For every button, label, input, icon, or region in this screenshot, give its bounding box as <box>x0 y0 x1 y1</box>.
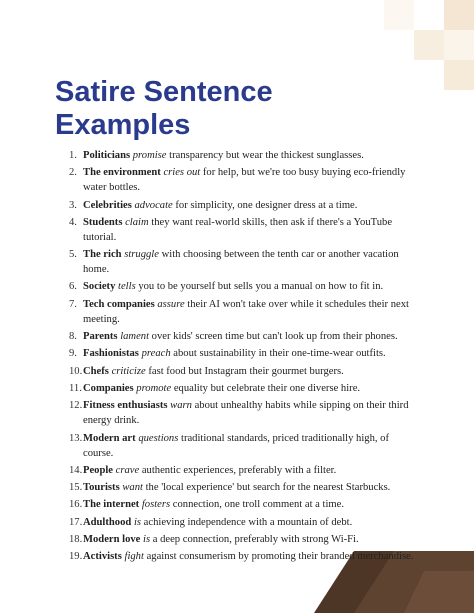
item-subject: Chefs <box>83 365 109 377</box>
item-verb: want <box>122 482 143 494</box>
list-item <box>55 398 415 428</box>
item-verb: warn <box>170 400 192 412</box>
item-text: equality but celebrate their one diverse hire. <box>171 382 361 394</box>
item-number: 17. <box>69 516 83 528</box>
item-number: 16. <box>69 499 83 511</box>
item-text: against consumerism by promoting their branded merchandise. <box>143 551 414 563</box>
list-item <box>55 329 415 344</box>
item-number: 1. <box>69 150 77 161</box>
item-number: 2. <box>69 167 77 179</box>
list-item <box>55 148 415 163</box>
item-verb: lament <box>120 331 150 343</box>
item-subject: Celebrities <box>83 199 132 211</box>
item-subject: Modern art <box>83 432 136 444</box>
list-item <box>55 515 415 530</box>
item-verb: claim <box>125 216 149 228</box>
item-subject: Tech companies <box>83 298 155 310</box>
item-number: 3. <box>69 199 77 211</box>
list-item <box>55 480 415 495</box>
item-number: 19. <box>69 551 83 563</box>
list-item <box>55 215 415 245</box>
item-subject: The rich <box>83 249 122 261</box>
item-number: 5. <box>69 249 77 261</box>
item-verb: criticize <box>111 365 146 377</box>
item-text: fast food but Instagram their gourmet burgers. <box>145 365 344 377</box>
item-text: authentic experiences, preferably with a filter. <box>139 464 337 476</box>
item-verb: assure <box>157 298 185 310</box>
item-text: a deep connection, preferably with strong Wi-Fi. <box>150 534 359 546</box>
list-item <box>55 198 415 213</box>
item-verb: fight <box>124 551 144 563</box>
item-verb: promise <box>132 150 167 161</box>
item-number: 9. <box>69 348 77 360</box>
item-subject: Parents <box>83 331 118 343</box>
list-item <box>55 497 415 512</box>
item-number: 10. <box>69 365 83 377</box>
item-text: with choosing between the tenth car or another vacation home. <box>83 249 399 276</box>
item-subject: Politicians <box>83 150 131 161</box>
item-verb: crave <box>115 464 140 476</box>
item-verb: preach <box>141 348 171 360</box>
item-text: about sustainability in their one-time-wear outfits. <box>170 348 386 360</box>
item-number: 14. <box>69 464 83 476</box>
item-number: 12. <box>69 400 83 412</box>
list-item <box>55 165 415 195</box>
item-text: the 'local experience' but search for the nearest Starbucks. <box>142 482 391 494</box>
item-text: for simplicity, one designer dress at a time. <box>172 199 358 211</box>
list-item <box>55 532 415 547</box>
item-verb: is <box>143 534 151 546</box>
item-number: 4. <box>69 216 77 228</box>
list-item <box>55 279 415 294</box>
list-item <box>55 381 415 396</box>
item-verb: cries out <box>163 167 201 179</box>
item-verb: tells <box>118 281 136 293</box>
list-item <box>55 463 415 478</box>
page-title: Satire Sentence Examples <box>55 76 273 141</box>
item-text: their AI won't take over while it schedules their next meeting. <box>83 298 409 325</box>
list-item <box>55 297 415 327</box>
item-verb: promote <box>136 382 172 394</box>
item-subject: Fitness enthusiasts <box>83 400 168 412</box>
item-number: 8. <box>69 331 77 343</box>
item-subject: Tourists <box>83 482 120 494</box>
item-number: 11. <box>69 382 82 394</box>
top-right-decoration <box>354 0 474 110</box>
item-text: traditional standards, priced traditionally high, of course. <box>83 432 390 459</box>
item-verb: fosters <box>141 499 171 511</box>
item-text: transparency but wear the thickest sunglasses. <box>166 150 364 161</box>
list-item <box>55 549 415 564</box>
list-item <box>55 247 415 277</box>
item-text: about unhealthy habits while sipping on their third energy drink. <box>83 400 409 427</box>
item-subject: Modern love <box>83 534 141 546</box>
item-number: 13. <box>69 432 83 444</box>
list-item <box>55 364 415 379</box>
item-text: for help, but we're too busy buying eco-friendly water bottles. <box>83 167 406 194</box>
item-subject: Fashionistas <box>83 348 139 360</box>
item-verb: questions <box>138 432 179 444</box>
item-subject: The environment <box>83 167 161 179</box>
list-item <box>55 431 415 461</box>
item-text: over kids' screen time but can't look up from their phones. <box>149 331 398 343</box>
item-number: 6. <box>69 281 77 293</box>
item-subject: Society <box>83 281 116 293</box>
item-subject: People <box>83 464 114 476</box>
examples-list <box>55 148 415 567</box>
item-verb: struggle <box>124 249 159 261</box>
item-text: achieving independence with a mountain of debt. <box>141 516 353 528</box>
item-text: connection, one troll comment at a time. <box>170 499 344 511</box>
item-verb: is <box>133 516 142 528</box>
item-number: 15. <box>69 482 83 494</box>
item-number: 18. <box>69 534 83 546</box>
item-subject: Activists <box>83 551 122 563</box>
item-subject: The internet <box>83 499 140 511</box>
list-item <box>55 346 415 361</box>
item-subject: Students <box>83 216 123 228</box>
item-text: they want real-world skills, then ask if there's a YouTube tutorial. <box>83 216 393 243</box>
item-subject: Adulthood <box>83 516 132 528</box>
item-number: 7. <box>69 298 77 310</box>
item-verb: advocate <box>134 199 173 211</box>
item-subject: Companies <box>83 382 134 394</box>
item-text: you to be yourself but sells you a manual on how to fit in. <box>135 281 384 293</box>
